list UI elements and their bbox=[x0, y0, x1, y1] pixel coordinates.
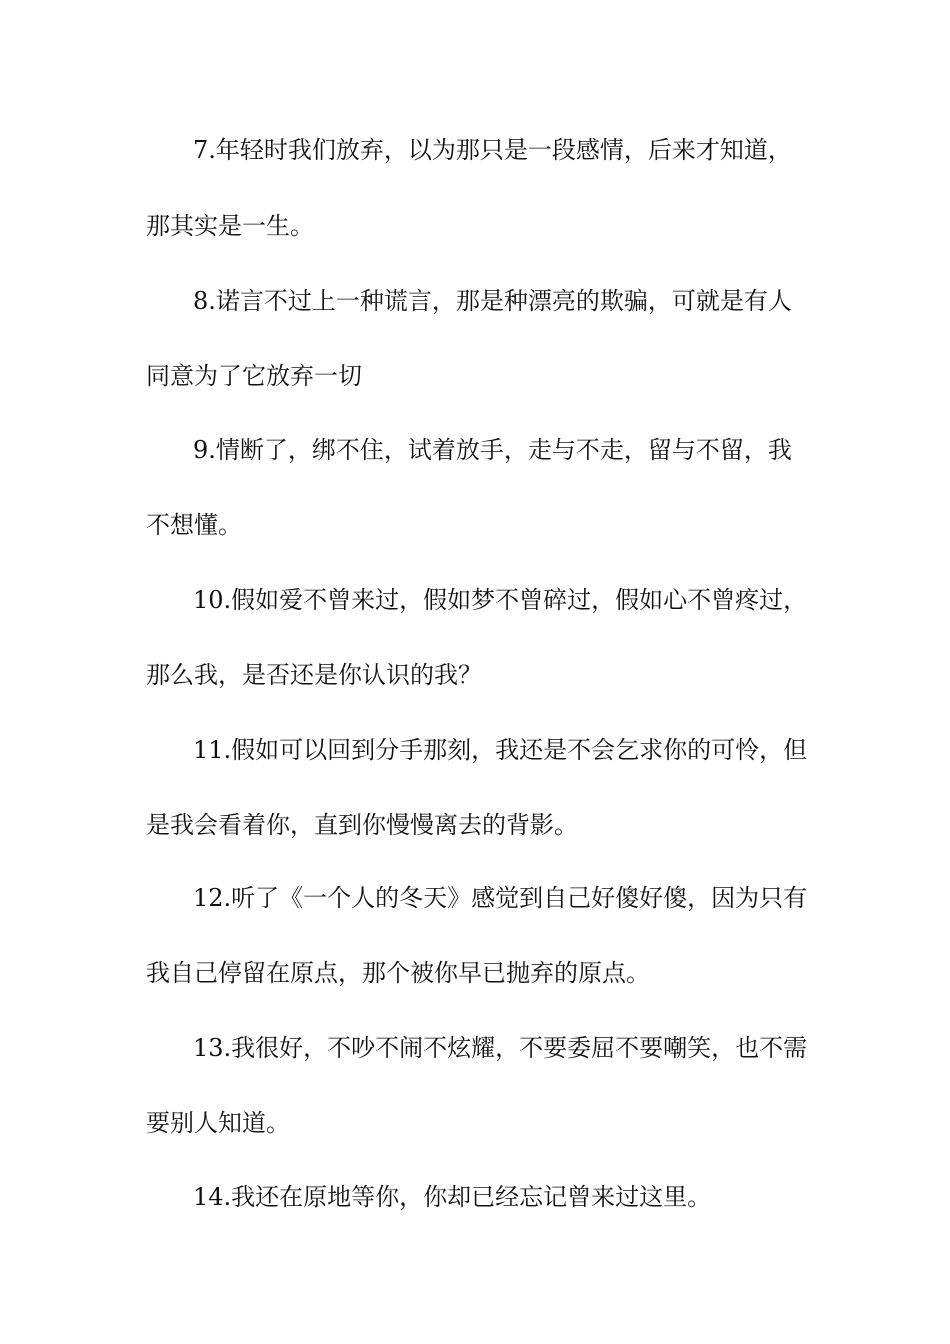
paragraph-11-line-1: 11.假如可以回到分手那刻，我还是不会乞求你的可怜，但 bbox=[193, 736, 808, 764]
paragraph-12-line-1: 12.听了《一个人的冬天》感觉到自己好傻好傻，因为只有 bbox=[193, 884, 808, 912]
paragraph-14-line-1: 14.我还在原地等你，你却已经忘记曾来过这里。 bbox=[193, 1183, 712, 1211]
paragraph-7-line-1: 7.年轻时我们放弃，以为那只是一段感情，后来才知道， bbox=[193, 136, 792, 164]
paragraph-13-line-1: 13.我很好，不吵不闹不炫耀，不要委屈不要嘲笑，也不需 bbox=[193, 1034, 808, 1062]
paragraph-13-line-2: 要别人知道。 bbox=[146, 1109, 290, 1137]
paragraph-10-line-1: 10.假如爱不曾来过，假如梦不曾碎过，假如心不曾疼过， bbox=[193, 586, 808, 614]
paragraph-8-line-2: 同意为了它放弃一切 bbox=[146, 362, 362, 390]
paragraph-8-line-1: 8.诺言不过上一种谎言，那是种漂亮的欺骗，可就是有人 bbox=[193, 287, 792, 315]
paragraph-10-line-2: 那么我，是否还是你认识的我？ bbox=[146, 661, 482, 689]
paragraph-9-line-1: 9.情断了，绑不住，试着放手，走与不走，留与不留，我 bbox=[193, 436, 792, 464]
paragraph-9-line-2: 不想懂。 bbox=[146, 511, 242, 539]
paragraph-7-line-2: 那其实是一生。 bbox=[146, 212, 314, 240]
paragraph-11-line-2: 是我会看着你，直到你慢慢离去的背影。 bbox=[146, 811, 578, 839]
paragraph-12-line-2: 我自己停留在原点，那个被你早已抛弃的原点。 bbox=[146, 959, 650, 987]
